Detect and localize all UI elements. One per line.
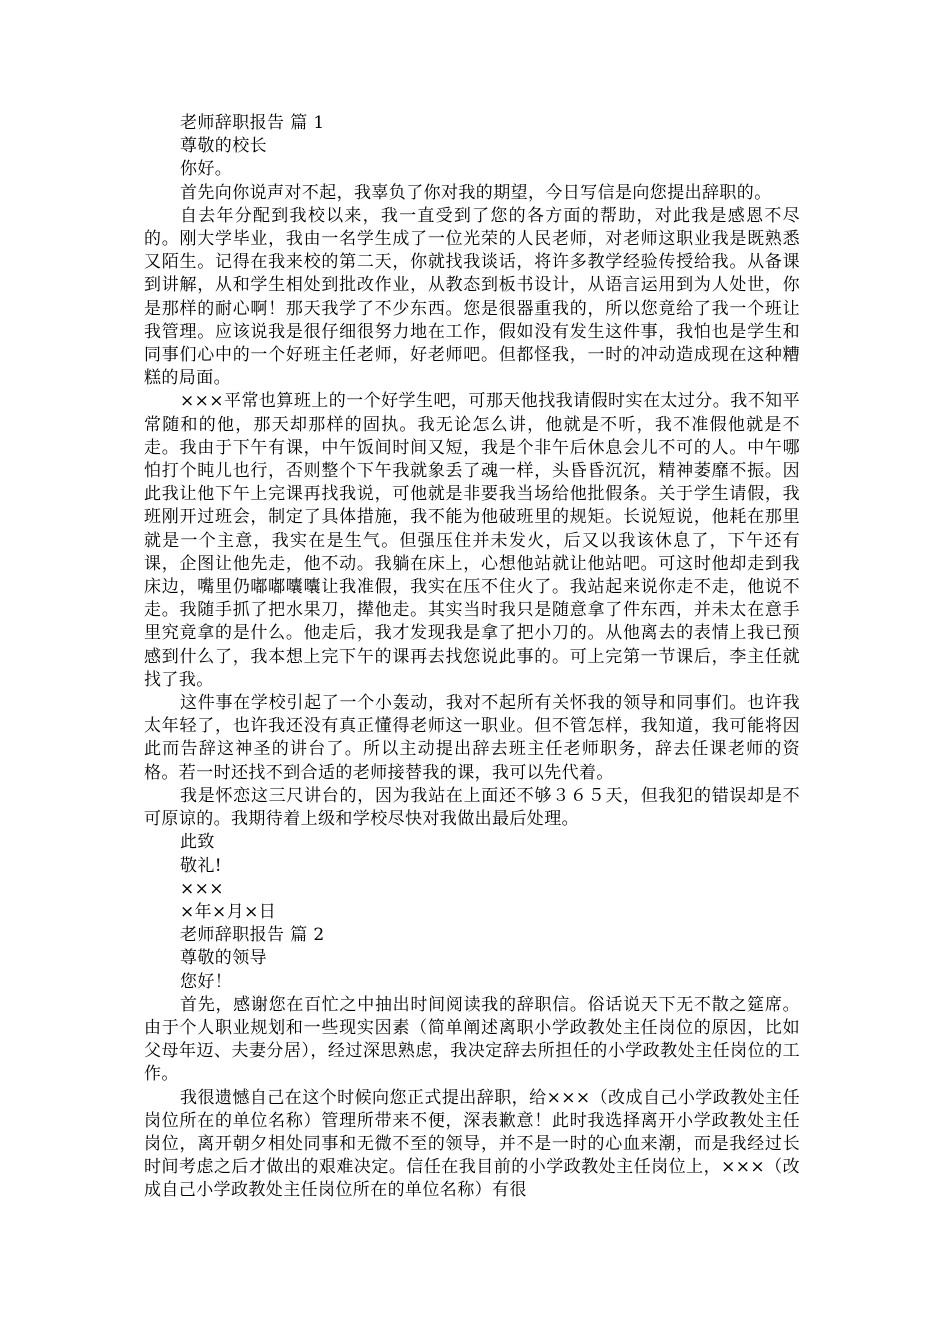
letter1-date: ×年×月×日 — [180, 901, 277, 922]
letter2-paragraph-2: 我很遗憾自己在这个时候向您正式提出辞职，给×××（改成自己小学政教处主任岗位所在的单位名称）管理所带来不便，深表歉意！此时我选择离开小学政教处主任岗位，离开朝夕相处同事和无微不至的领导，并不是一时的心血来潮，而是我经过长时间考虑之后才做出的艰难决定。信任在我目前的小学政教处主任岗位上，×××（改成自己小学政教处主任岗位所在的单位名称）有很 — [144, 1087, 800, 1201]
letter1-paragraph-2: 自去年分配到我校以来，我一直受到了您的各方面的帮助，对此我是感恩不尽的。刚大学毕业，我由一名学生成了一位光荣的人民老师，对老师这职业我是既熟悉又陌生。记得在我来校的第二天，你就找我谈话，将许多教学经验传授给我。从备课到讲解，从和学生相处到批改作业，从教态到板书设计，从语言运用到为人处世，你是那样的耐心啊！那天我学了不少东西。您是很器重我的，所以您竟给了我一个班让我管理。应该说我是很仔细很努力地在工作，假如没有发生这件事，我怕也是学生和同事们心中的一个好班主任老师，好老师吧。但都怪我，一时的冲动造成现在这种糟糕的局面。 — [144, 205, 800, 389]
letter1-paragraph-3: ×××平常也算班上的一个好学生吧，可那天他找我请假时实在太过分。我不知平常随和的他，那天却那样的固执。我无论怎么讲，他就是不听，我不准假他就是不走。我由于下午有课，中午饭间时间又短，我是个非午后休息会儿不可的人。中午哪怕打个盹儿也行，否则整个下午我就象丢了魂一样，头昏昏沉沉，精神萎靡不振。因此我让他下午上完课再找我说，可他就是非要我当场给他批假条。关于学生请假，我班刚开过班会，制定了具体措施，我不能为他破班里的规矩。长说短说，他耗在那里就是一个主意，我实在是生气。但强压住并未发火，后又以我该休息了，下午还有课，企图让他先走，他不动。我躺在床上，心想他站就让他站吧。可这时他却走到我床边，嘴里仍嘟嘟囔囔让我准假，我实在压不住火了。我站起来说你走不走，他说不走。我随手抓了把水果刀，撵他走。其实当时我只是随意拿了件东西，并未太在意手里究竟拿的是什么。他走后，我才发现我是拿了把小刀的。从他离去的表情上我已预感到什么了，我本想上完下午的课再去找您说此事的。可上完第一节课后，李主任就找了我。 — [144, 391, 800, 690]
letter2-greeting: 您好！ — [180, 971, 233, 992]
letter2-heading: 老师辞职报告 篇 2 — [180, 925, 325, 946]
document-page — [144, 112, 800, 1203]
letter1-salutation: 尊敬的校长 — [180, 136, 267, 157]
letter1-heading: 老师辞职报告 篇 1 — [180, 113, 325, 133]
letter1-closing: 此致 — [180, 832, 215, 853]
letter1-paragraph-5: 我是怀恋这三尺讲台的，因为我站在上面还不够３６５天，但我犯的错误却是不可原谅的。我期待着上级和学校尽快对我做出最后处理。 — [144, 785, 800, 830]
letter1-paragraph-4: 这件事在学校引起了一个小轰动，我对不起所有关怀我的领导和同事们。也许我太年轻了，也许我还没有真正懂得老师这一职业。但不管怎样，我知道，我可能将因此而告辞这神圣的讲台了。所以主动提出辞去班主任老师职务，辞去任课老师的资格。若一时还找不到合适的老师接替我的课，我可以先代着。 — [144, 693, 800, 783]
letter1-paragraph-1: 首先向你说声对不起，我辜负了你对我的期望，今日写信是向您提出辞职的。 — [180, 182, 772, 203]
letter2-paragraph-1: 首先，感谢您在百忙之中抽出时间阅读我的辞职信。俗话说天下无不散之筵席。由于个人职业规划和一些现实因素（简单阐述离职小学政教处主任岗位的原因，比如父母年迈、夫妻分居），经过深思熟虑，我决定辞去所担任的小学政教处主任岗位的工作。 — [144, 994, 800, 1085]
letter2-salutation: 尊敬的领导 — [180, 948, 267, 969]
letter1-regards: 敬礼! — [180, 855, 223, 876]
letter1-signature: ××× — [180, 878, 224, 899]
letter1-greeting: 你好。 — [180, 159, 233, 180]
